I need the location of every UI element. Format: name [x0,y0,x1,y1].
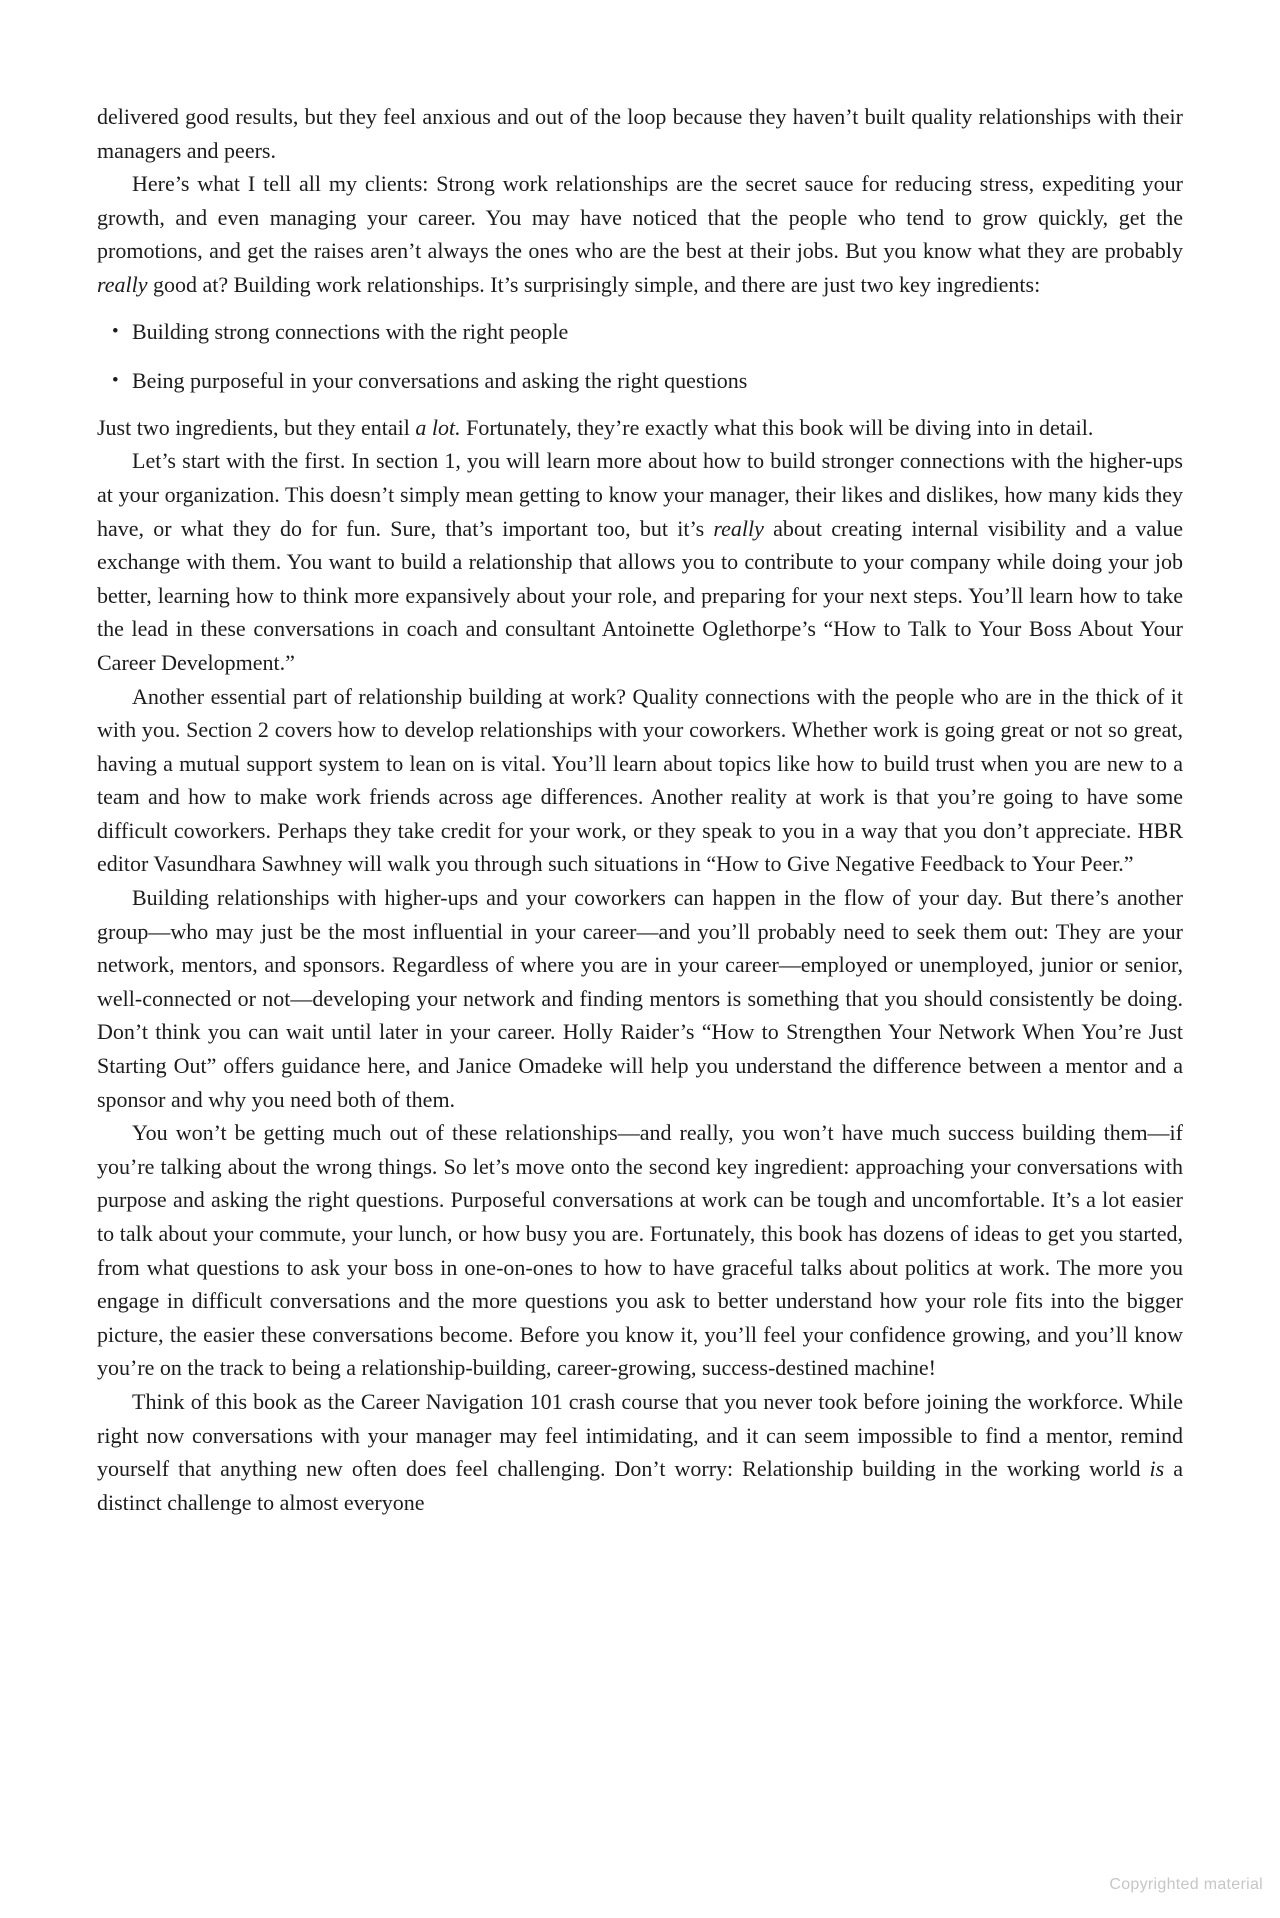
bullet-list [97,315,1183,398]
paragraph: Just two ingredients, but they entail a lot. Fortunately, they’re exactly what this book will be diving into in detail. [97,414,1094,440]
bullet-icon: • [112,320,119,342]
list-item-text: Building strong connections with the right people [132,318,569,344]
list-item [97,364,1183,398]
paragraph: Here’s what I tell all my clients: Strong work relationships are the secret sauce for reducing stress, expediting your growth, and even managing your career. You may have noticed that the people who tend to grow quickly, get the promotions, and get the raises aren’t always the ones who are the best at their jobs. But you know what they are probably really good at? Building work relationships. It’s surprisingly simple, and there are just two key ingredients: [97,171,1183,297]
paragraph: delivered good results, but they feel anxious and out of the loop because they haven’t built quality relationships with their managers and peers. [97,104,1183,163]
bullet-icon: • [112,370,119,392]
paragraph: Another essential part of relationship building at work? Quality connections with the people who are in the thick of it with you. Section 2 covers how to develop relationships with your coworkers. Whether work is going great or not so great, having a mutual support system to lean on is vital. You’ll learn about topics like how to build trust when you are new to a team and how to make work friends across age differences. Another reality at work is that you’re going to have some difficult coworkers. Perhaps they take credit for your work, or they speak to you in a way that you don’t appreciate. HBR editor Vasundhara Sawhney will walk you through such situations in “How to Give Negative Feedback to Your Peer.” [97,683,1183,877]
list-item [97,315,1183,349]
paragraph: You won’t be getting much out of these relationships—and really, you won’t have much success building them—if you’re talking about the wrong things. So let’s move onto the second key ingredient: approaching your conversations with purpose and asking the right questions. Purposeful conversations at work can be tough and uncomfortable. It’s a lot easier to talk about your commute, your lunch, or how busy you are. Fortunately, this book has dozens of ideas to get you started, from what questions to ask your boss in one-on-ones to how to have graceful talks about politics at work. The more you engage in difficult conversations and the more questions you ask to better understand how your role fits into the bigger picture, the easier these conversations become. Before you know it, you’ll feel your confidence growing, and you’ll know you’re on the track to being a relationship-building, career-growing, success-destined machine! [97,1120,1183,1381]
body-text [97,100,1183,1519]
list-item-text: Being purposeful in your conversations and asking the right questions [132,368,748,394]
paragraph: Think of this book as the Career Navigation 101 crash course that you never took before joining the workforce. While right now conversations with your manager may feel intimidating, and it can seem impossible to find a mentor, remind yourself that anything new often does feel challenging. Don’t worry: Relationship building in the working world is a distinct challenge to almost everyone [97,1388,1184,1515]
paragraph: Let’s start with the first. In section 1, you will learn more about how to build stronger connections with the higher-ups at your organization. This doesn’t simply mean getting to know your manager, their likes and dislikes, how many kids they have, or what they do for fun. Sure, that’s important too, but it’s really about creating internal visibility and a value exchange with them. You want to build a relationship that allows you to contribute to your company while doing your job better, learning how to think more expansively about your role, and preparing for your next steps. You’ll learn how to take the lead in these conversations in coach and consultant Antoinette Oglethorpe’s “How to Talk to Your Boss About Your Career Development.” [97,448,1183,675]
paragraph: Building relationships with higher-ups and your coworkers can happen in the flow of your day. But there’s another group—who may just be the most influential in your career—and you’ll probably need to seek them out: They are your network, mentors, and sponsors. Regardless of where you are in your career—employed or unemployed, junior or senior, well-connected or not—developing your network and finding mentors is something that you should consistently be doing. Don’t think you can wait until later in your career. Holly Raider’s “How to Strengthen Your Network When You’re Just Starting Out” offers guidance here, and Janice Omadeke will help you understand the difference between a mentor and a sponsor and why you need both of them. [97,885,1183,1112]
copyright-watermark: Copyrighted material [1109,1876,1263,1893]
